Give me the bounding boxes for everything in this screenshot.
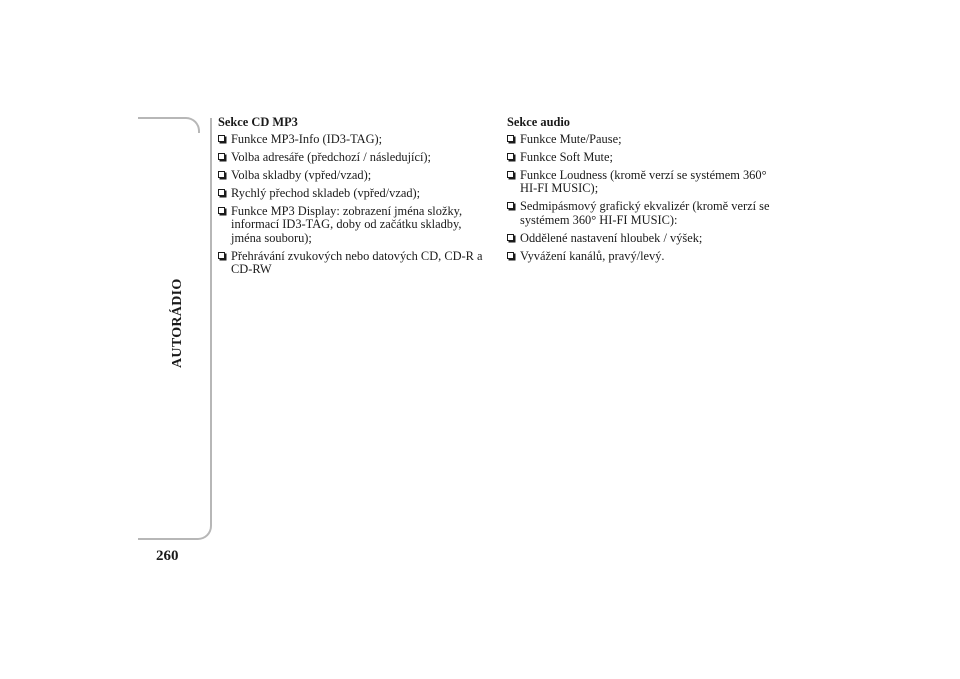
feature-list-audio <box>507 133 779 263</box>
list-item-text: Funkce Soft Mute; <box>520 150 613 165</box>
section-heading-audio: Sekce audio <box>507 115 570 129</box>
checkbox-bullet-icon <box>218 207 225 214</box>
checkbox-bullet-icon <box>218 153 225 160</box>
checkbox-bullet-icon <box>218 171 225 178</box>
list-item-text: Přehrávání zvukových nebo datových CD, CD-R a CD-RW <box>231 248 483 276</box>
list-item <box>218 187 494 200</box>
list-item-text: Funkce MP3-Info (ID3-TAG); <box>231 132 383 147</box>
list-item <box>507 250 779 263</box>
list-item <box>218 133 494 146</box>
list-item <box>507 133 779 146</box>
list-item <box>218 169 494 182</box>
list-item-text: Oddělené nastavení hloubek / výšek; <box>520 230 703 245</box>
checkbox-bullet-icon <box>218 252 225 259</box>
checkbox-bullet-icon <box>218 135 225 142</box>
list-item <box>218 205 494 245</box>
list-item-text: Funkce Loudness (kromě verzí se systémem 360° HI-FI MUSIC); <box>520 168 767 196</box>
checkbox-bullet-icon <box>218 189 225 196</box>
page-number: 260 <box>156 548 179 564</box>
left-column <box>218 116 494 281</box>
list-item-text: Vyvážení kanálů, pravý/levý. <box>520 248 665 263</box>
list-item-text: Volba skladby (vpřed/vzad); <box>231 168 372 183</box>
list-item-text: Sedmipásmový grafický ekvalizér (kromě verzí se systémem 360° HI-FI MUSIC): <box>520 199 770 227</box>
list-item-text: Rychlý přechod skladeb (vpřed/vzad); <box>231 186 421 201</box>
checkbox-bullet-icon <box>507 153 514 160</box>
checkbox-bullet-icon <box>507 202 514 209</box>
list-item <box>218 250 494 276</box>
checkbox-bullet-icon <box>507 234 514 241</box>
list-item <box>507 169 779 195</box>
section-heading-cd-mp3: Sekce CD MP3 <box>218 115 298 129</box>
right-column <box>507 116 779 268</box>
checkbox-bullet-icon <box>507 252 514 259</box>
list-item <box>507 200 779 226</box>
section-side-label: AUTORÁDIO <box>170 278 185 368</box>
list-item <box>507 151 779 164</box>
list-item <box>507 232 779 245</box>
list-item-text: Volba adresáře (předchozí / následující); <box>231 150 432 165</box>
list-item <box>218 151 494 164</box>
checkbox-bullet-icon <box>507 135 514 142</box>
checkbox-bullet-icon <box>507 171 514 178</box>
list-item-text: Funkce MP3 Display: zobrazení jména složky, informací ID3-TAG, doby od začátku skladby, jména souboru); <box>231 204 463 245</box>
feature-list-cd-mp3 <box>218 133 494 276</box>
list-item-text: Funkce Mute/Pause; <box>520 132 622 147</box>
